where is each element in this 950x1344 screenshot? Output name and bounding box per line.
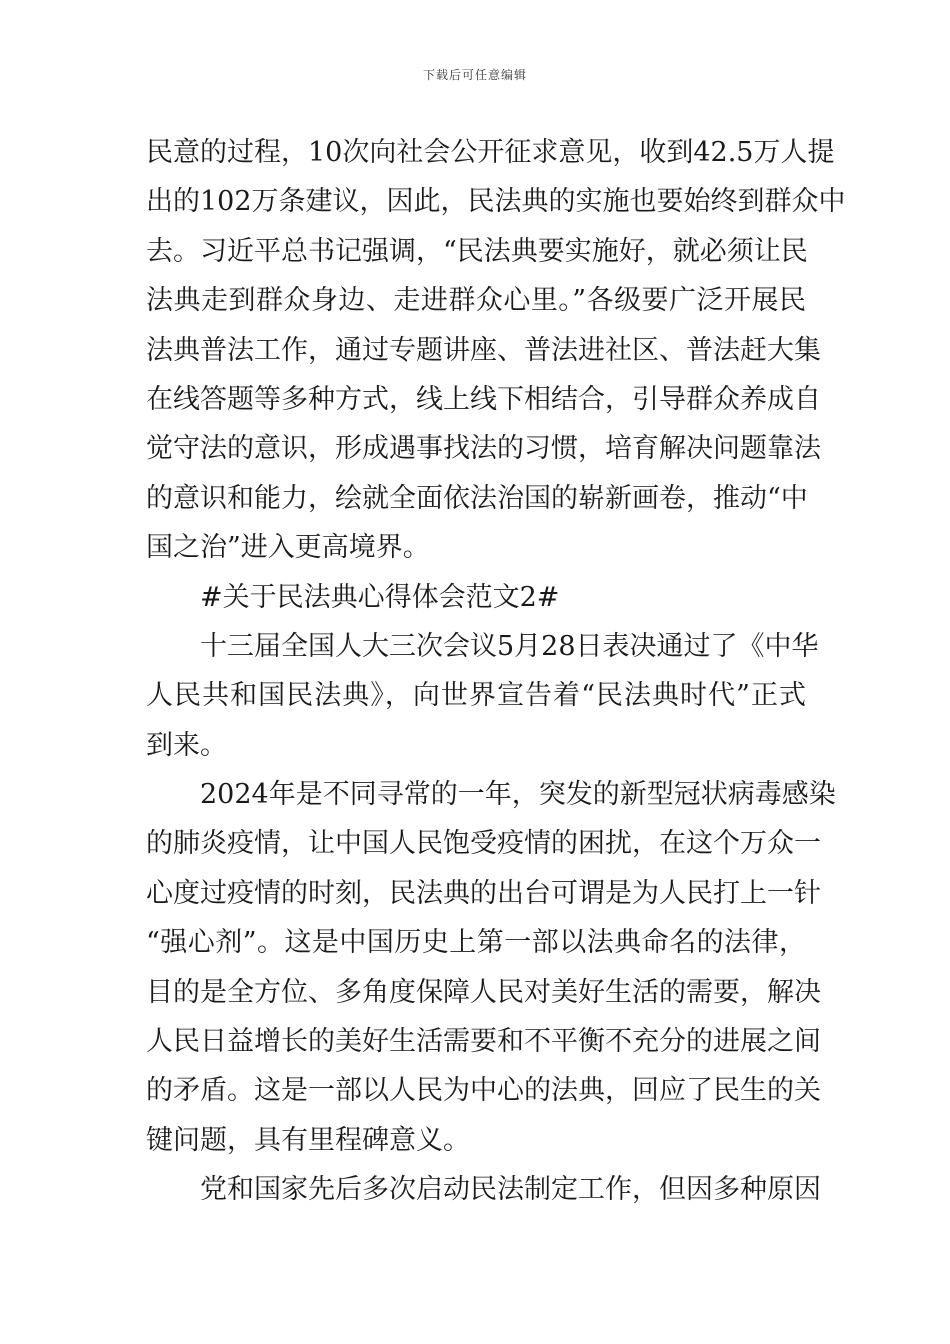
text-line: 的肺炎疫情，让中国人民饱受疫情的困扰，在这个万众一: [146, 828, 821, 860]
document-body: [146, 128, 846, 1215]
text-line: 人民共和国民法典》，向世界宣告着“民法典时代”正式: [146, 680, 806, 712]
text-line: 的矛盾。这是一部以人民为中心的法典，回应了民生的关: [146, 1075, 821, 1107]
text-line: “强心剂”。这是中国历史上第一部以法典命名的法律，: [146, 927, 806, 959]
text-line: 键问题，具有里程碑意义。: [146, 1124, 470, 1156]
text-line: 人民日益增长的美好生活需要和不平衡不充分的进展之间: [146, 1026, 821, 1058]
text-line: 2024年是不同寻常的一年，突发的新型冠状病毒感染: [200, 779, 836, 811]
text-line: 法典普法工作，通过专题讲座、普法进社区、普法赶大集: [146, 334, 821, 366]
text-line: 出的102万条建议，因此，民法典的实施也要始终到群众中: [146, 186, 846, 218]
text-line: 到来。: [146, 729, 227, 761]
text-line: 十三届全国人大三次会议5月28日表决通过了《中华: [200, 630, 819, 662]
text-line: 在线答题等多种方式，线上线下相结合，引导群众养成自: [146, 383, 821, 415]
text-line: 党和国家先后多次启动民法制定工作，但因多种原因: [200, 1174, 821, 1206]
paragraph: [146, 622, 819, 770]
text-line: 国之治”进入更高境界。: [146, 532, 430, 564]
text-line: 觉守法的意识，形成遇事找法的习惯，培育解决问题靠法: [146, 433, 821, 465]
text-line: 民意的过程，10次向社会公开征求意见，收到42.5万人提: [146, 137, 835, 168]
text-line: 法典走到群众身边、走进群众心里。”各级要广泛开展民: [146, 285, 806, 317]
text-line: 去。习近平总书记强调，“民法典要实施好，就必须让民: [146, 235, 808, 267]
paragraph: [146, 770, 836, 1165]
paragraph: [146, 128, 846, 573]
text-line: 目的是全方位、多角度保障人民对美好生活的需要，解决: [146, 976, 821, 1008]
paragraph: [146, 573, 806, 622]
text-line: 心度过疫情的时刻，民法典的出台可谓是为人民打上一针: [146, 877, 821, 909]
text-line: 的意识和能力，绘就全面依法治国的崭新画卷，推动“中: [146, 482, 808, 514]
paragraph: [146, 1165, 821, 1214]
text-line: #关于民法典心得体会范文2#: [200, 581, 560, 613]
header-note: 下载后可任意编辑: [422, 68, 527, 82]
